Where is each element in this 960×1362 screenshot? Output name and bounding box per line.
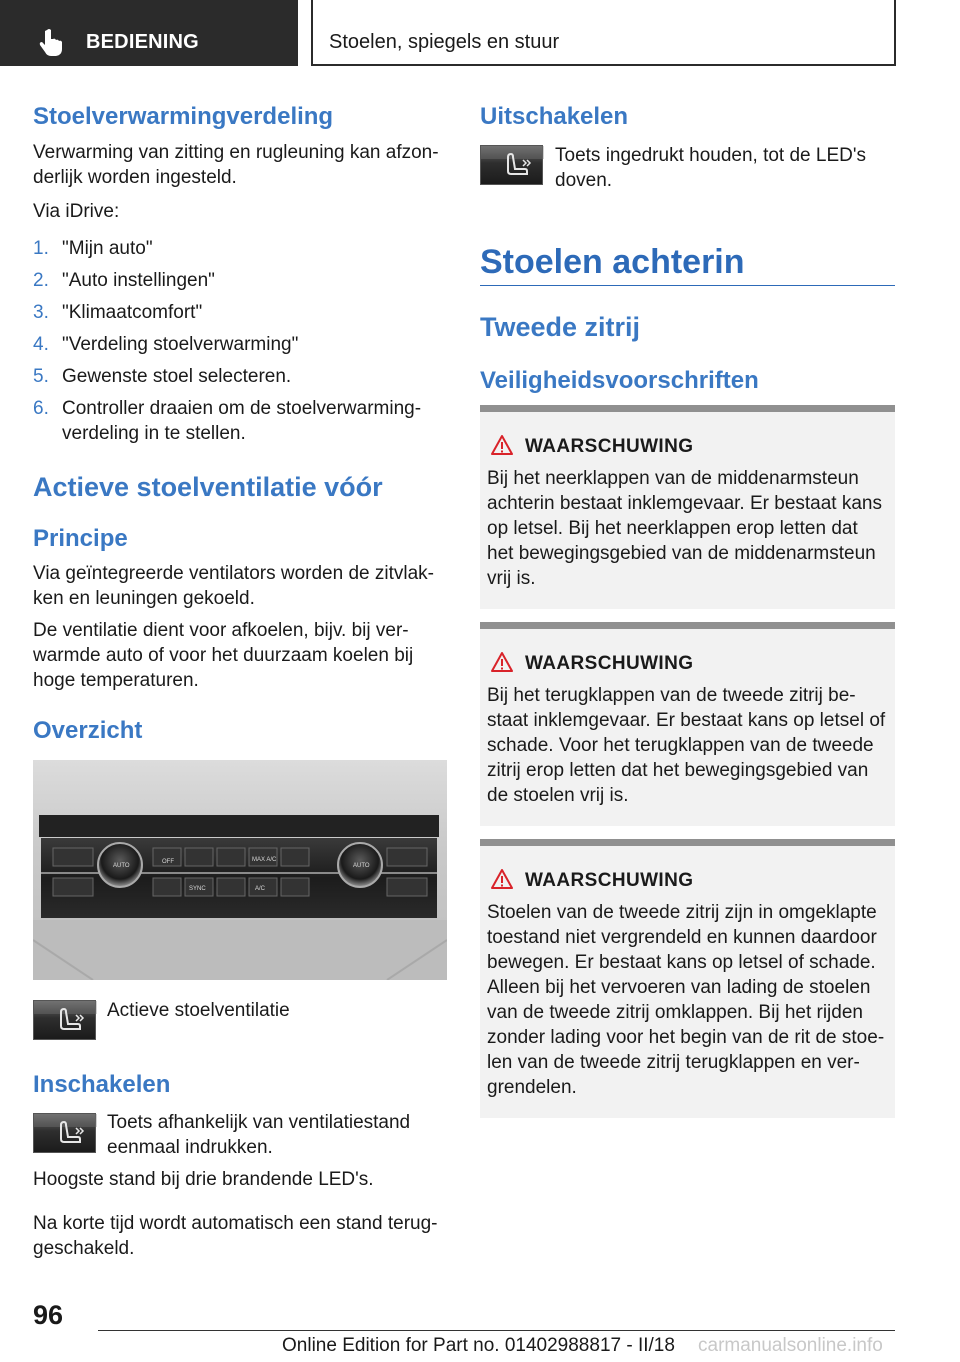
list-text: "Klimaatcomfort": [62, 302, 203, 323]
paragraph-line: warmde auto of voor het duurzaam koelen bij: [33, 645, 414, 666]
list-text: "Verdeling stoelverwarming": [62, 334, 299, 355]
list-number: 1.: [33, 238, 49, 259]
paragraph-line: Na korte tijd wordt automatisch een stand terug-: [33, 1213, 438, 1234]
paragraph-line: Toets afhankelijk van ventilatiestand: [107, 1112, 411, 1133]
warning-line: Bij het terugklappen van de tweede zitrij be-: [487, 685, 856, 706]
list-text: Gewenste stoel selecteren.: [62, 366, 292, 387]
panel-label-auto-left: AUTO: [113, 863, 130, 869]
warning-line: achterin bestaat inklemgevaar. Er bestaat kans: [487, 493, 883, 514]
paragraph-line: eenmaal indrukken.: [107, 1137, 273, 1158]
climate-panel-photo: [33, 760, 447, 980]
paragraph-line: geschakeld.: [33, 1238, 135, 1259]
seat-fan-icon: [34, 1114, 97, 1154]
warning-text: [487, 466, 887, 591]
warning-line: zitrij erop letten dat het bewegingsgebied van: [487, 760, 869, 781]
warning-line: het bewegingsgebied van de middenarmsteun: [487, 543, 876, 564]
warning-text: [487, 900, 887, 1100]
warning-triangle-icon: [490, 434, 514, 456]
warning-line: schade. Voor het terugklappen van de tweede: [487, 735, 874, 756]
paragraph-line: De ventilatie dient voor afkoelen, bijv. bij ver-: [33, 620, 409, 641]
warning-line: van de tweede zitrij omklappen. Bij het rijden: [487, 1002, 863, 1023]
warning-line: staat inklemgevaar. Er bestaat kans op letsel of: [487, 710, 886, 731]
paragraph-line: Via iDrive:: [33, 201, 120, 222]
warning-line: toestand niet vergrendeld en kunnen daardoor: [487, 927, 877, 948]
heading-switch-on: Inschakelen: [33, 1071, 171, 1098]
hand-pointer-icon: [38, 28, 68, 56]
heading-seat-heating-distribution: Stoelverwarmingverdeling: [33, 103, 334, 130]
heading-active-seat-ventilation: Actieve stoelventilatie vóór: [33, 472, 383, 502]
warning-triangle-icon: [490, 868, 514, 890]
warning-triangle-icon: [490, 651, 514, 673]
heading-rear-seats: Stoelen achterin: [480, 243, 745, 281]
seat-ventilation-button-image: [33, 1000, 96, 1040]
warning-line: bewegen. Er bestaat kans op letsel of schade.: [487, 952, 876, 973]
warning-line: len van de tweede zitrij terugklappen en ver-: [487, 1052, 860, 1073]
warning-title: WAARSCHUWING: [525, 436, 694, 457]
warning-box: [480, 839, 895, 1118]
heading-second-row: Tweede zitrij: [480, 312, 641, 342]
list-text: "Auto instellingen": [62, 270, 215, 291]
list-text: Controller draaien om de stoelverwarming-: [62, 398, 422, 419]
seat-fan-icon: [34, 1001, 97, 1041]
warning-line: Bij het neerklappen van de middenarmsteun: [487, 468, 859, 489]
paragraph-line: ken en leuningen gekoeld.: [33, 588, 255, 609]
panel-label-ac: A/C: [255, 886, 266, 892]
heading-safety-instructions: Veiligheidsvoorschriften: [480, 367, 759, 394]
paragraph-line: Via geïntegreerde ventilators worden de zitvlak-: [33, 563, 434, 584]
panel-label-off: OFF: [162, 859, 174, 865]
chapter-tab: [0, 0, 298, 66]
button-caption: Actieve stoelventilatie: [107, 1000, 290, 1021]
seat-ventilation-button-image: [480, 145, 543, 185]
warning-line: vrij is.: [487, 568, 536, 589]
chapter-title: BEDIENING: [86, 31, 199, 53]
panel-label-auto-right: AUTO: [353, 863, 370, 869]
heading-principle: Principe: [33, 525, 128, 552]
heading-overview: Overzicht: [33, 717, 143, 744]
paragraph-line: Hoogste stand bij drie brandende LED's.: [33, 1169, 374, 1190]
footer-watermark: carmanualsonline.info: [698, 1335, 883, 1356]
footer-divider: [98, 1330, 895, 1331]
section-tab: [311, 0, 896, 66]
paragraph-line: hoge temperaturen.: [33, 670, 199, 691]
warning-line: grendelen.: [487, 1077, 577, 1098]
list-number: 5.: [33, 366, 49, 387]
warning-line: de stoelen vrij is.: [487, 785, 629, 806]
list-number: 3.: [33, 302, 49, 323]
paragraph-line: Toets ingedrukt houden, tot de LED's: [555, 145, 866, 166]
climate-panel-drawing: [33, 760, 447, 980]
warning-line: Alleen bij het vervoeren van lading de stoelen: [487, 977, 871, 998]
list-number: 4.: [33, 334, 49, 355]
warning-title: WAARSCHUWING: [525, 870, 694, 891]
panel-label-max-ac: MAX A/C: [252, 857, 277, 863]
warning-line: Stoelen van de tweede zitrij zijn in omgeklapte: [487, 902, 877, 923]
footer-edition: Online Edition for Part no. 01402988817 - II/18: [282, 1335, 675, 1356]
warning-box: [480, 405, 895, 609]
list-text: "Mijn auto": [62, 238, 153, 259]
panel-label-sync: SYNC: [189, 886, 206, 892]
heading-underline: [480, 285, 895, 286]
paragraph-line: Verwarming van zitting en rugleuning kan afzon-: [33, 142, 439, 163]
seat-ventilation-button-image: [33, 1113, 96, 1153]
section-title: Stoelen, spiegels en stuur: [329, 31, 560, 53]
heading-switch-off: Uitschakelen: [480, 103, 629, 130]
seat-fan-icon: [481, 146, 544, 186]
warning-box: [480, 622, 895, 826]
warning-line: op letsel. Bij het neerklappen erop letten dat: [487, 518, 858, 539]
list-text-continued: verdeling in te stellen.: [62, 423, 246, 444]
list-number: 6.: [33, 398, 49, 419]
warning-title: WAARSCHUWING: [525, 653, 694, 674]
page-number: 96: [33, 1300, 64, 1330]
paragraph-line: doven.: [555, 170, 613, 191]
paragraph-line: derlijk worden ingesteld.: [33, 167, 237, 188]
warning-line: zonder lading voor het begin van de rit de stoe-: [487, 1027, 885, 1048]
list-number: 2.: [33, 270, 49, 291]
warning-text: [487, 683, 887, 808]
